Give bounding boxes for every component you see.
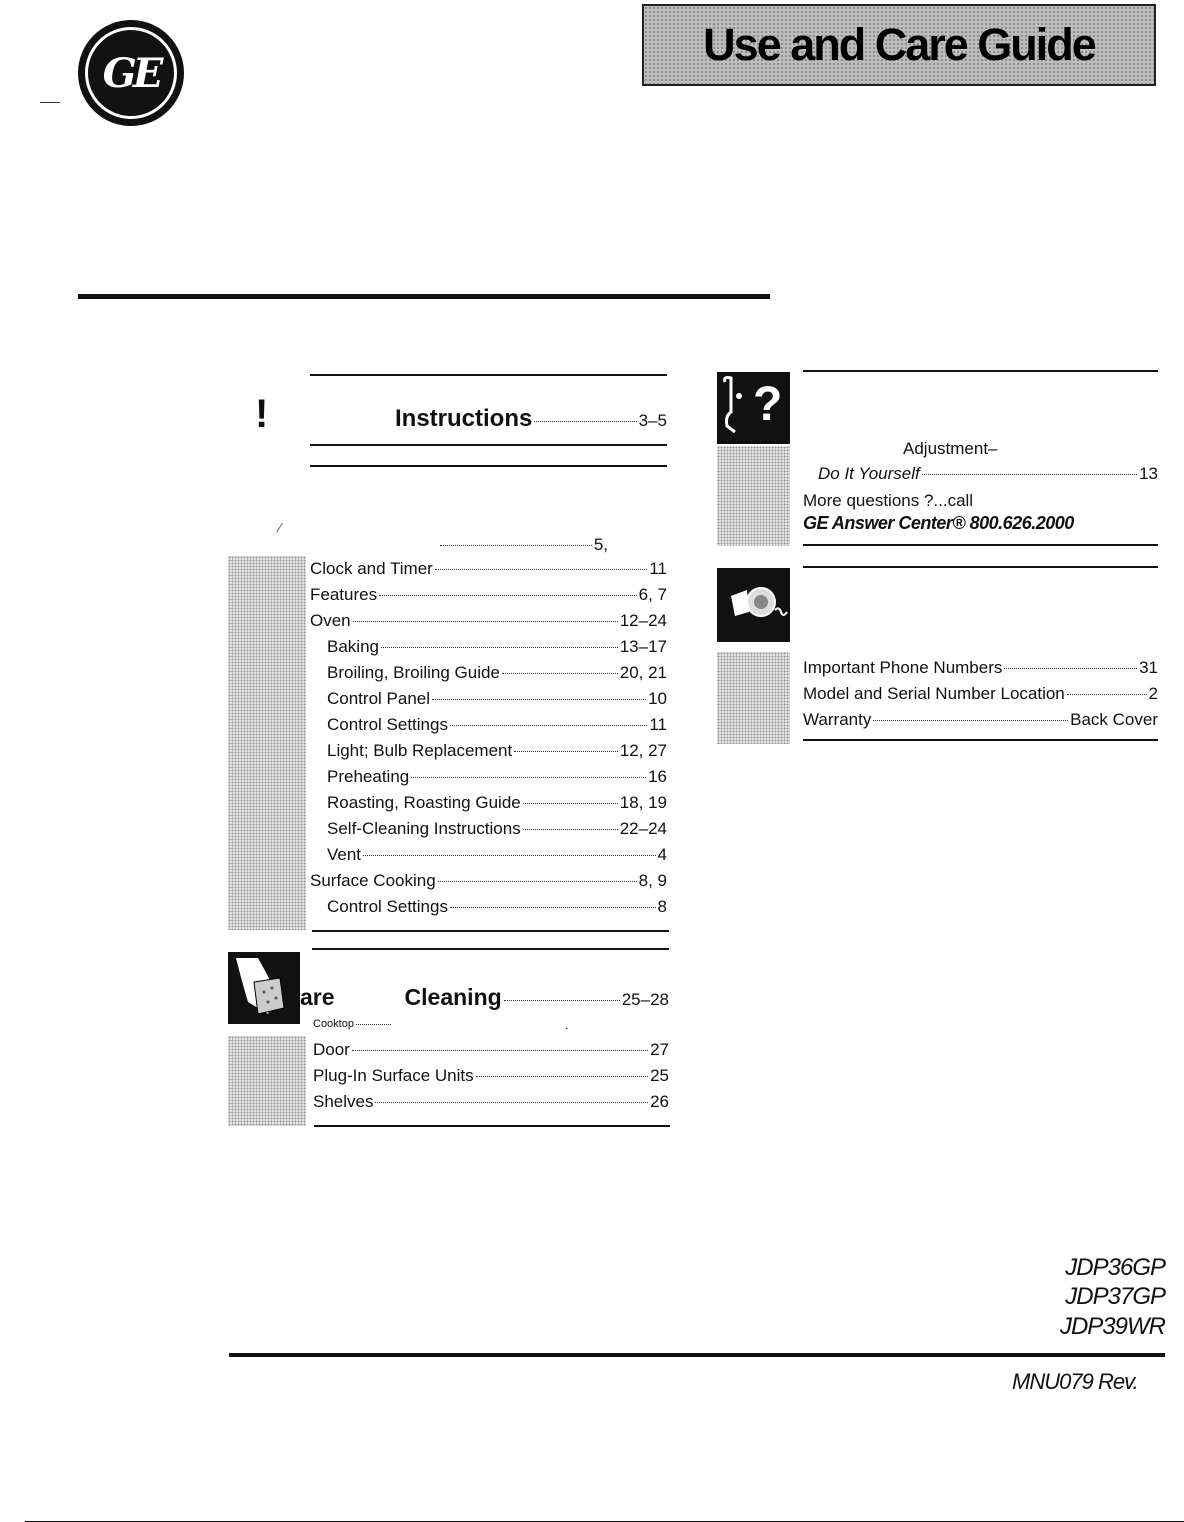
- operating-shaded-panel: [228, 556, 306, 930]
- safety-pages: 3–5: [638, 411, 667, 430]
- care-pages: 25–28: [621, 990, 669, 1009]
- safety-top-rule: [310, 374, 667, 376]
- consumer-toc-list: [803, 655, 1158, 733]
- toc-entry[interactable]: [310, 582, 667, 608]
- problem-adjustment: Adjustment–: [903, 439, 998, 458]
- care-toc-list: [313, 1037, 669, 1115]
- leader-dots: [352, 1050, 648, 1051]
- toc-entry-page: 8, 9: [638, 871, 667, 890]
- toc-entry[interactable]: [803, 655, 1158, 681]
- toc-entry-page: 18, 19: [619, 793, 667, 812]
- leader-dots: [379, 595, 637, 596]
- toc-entry-page: 12, 27: [619, 741, 667, 760]
- answer-center-phone: GE Answer Center® 800.626.2000: [803, 513, 1074, 533]
- toc-entry[interactable]: [313, 1089, 669, 1115]
- toc-entry[interactable]: [310, 816, 667, 842]
- leader-dots: [922, 474, 1137, 475]
- toc-entry[interactable]: [313, 1037, 669, 1063]
- problem-shaded-panel: [717, 446, 790, 546]
- care-cooktop-label: Cooktop: [313, 1018, 354, 1030]
- leader-dots: [363, 855, 655, 856]
- operating-partial-pages: 5,: [593, 535, 608, 554]
- toc-entry[interactable]: [310, 764, 667, 790]
- toc-entry[interactable]: [310, 686, 667, 712]
- toc-entry-label: Plug-In Surface Units: [313, 1066, 474, 1085]
- leader-dots: [502, 673, 618, 674]
- toc-entry-page: 25: [650, 1066, 669, 1085]
- toc-entry-label: Light; Bulb Replacement: [327, 741, 513, 760]
- leader-dots: [432, 699, 646, 700]
- leader-dots: [411, 777, 646, 778]
- consumer-shaded-panel: [717, 652, 790, 744]
- page-title: Use and Care Guide: [703, 19, 1095, 70]
- toc-entry-page: Back Cover: [1070, 710, 1158, 729]
- toc-entry[interactable]: [310, 790, 667, 816]
- toc-entry-label: Preheating: [327, 767, 410, 786]
- model-number: JDP39WR: [1059, 1313, 1165, 1340]
- toc-entry-page: 27: [650, 1040, 669, 1059]
- toc-entry-page: 10: [648, 689, 667, 708]
- leader-dots: [1004, 668, 1137, 669]
- svg-text:?: ?: [753, 378, 783, 431]
- toc-entry[interactable]: [310, 556, 667, 582]
- phone-service-icon: [717, 568, 790, 642]
- toc-entry-label: Door: [313, 1040, 350, 1059]
- toc-entry-page: 2: [1148, 684, 1158, 703]
- care-bottom-rule: [314, 1125, 670, 1127]
- toc-entry[interactable]: [310, 712, 667, 738]
- toc-entry[interactable]: [310, 660, 667, 686]
- toc-entry-label: Model and Serial Number Location: [803, 684, 1065, 703]
- leader-dots: [450, 907, 656, 908]
- leader-dots: [1067, 694, 1147, 695]
- problem-bottom-rule: [803, 544, 1158, 546]
- toc-entry-label: Control Settings: [327, 897, 448, 916]
- manual-code: MNU079: [1012, 1369, 1093, 1394]
- problem-diy-label: Do It Yourself: [818, 464, 920, 483]
- toc-entry[interactable]: [803, 681, 1158, 707]
- toc-entry[interactable]: [310, 608, 667, 634]
- toc-entry[interactable]: [310, 842, 667, 868]
- care-cooktop-row[interactable]: [313, 1018, 393, 1030]
- leader-dots: [523, 803, 618, 804]
- toc-entry-label: Oven: [310, 611, 351, 630]
- toc-entry[interactable]: [310, 894, 667, 920]
- safety-mark: !: [255, 392, 269, 436]
- toc-entry-page: 11: [649, 715, 667, 734]
- leader-dots: [381, 647, 618, 648]
- leader-dots: [504, 1000, 620, 1001]
- problem-top-rule: [803, 370, 1158, 372]
- leader-dots: [873, 720, 1068, 721]
- toc-entry[interactable]: [803, 707, 1158, 733]
- care-heading-row[interactable]: [300, 984, 669, 1013]
- cleaning-sponge-icon: [228, 952, 300, 1024]
- leader-dots: [523, 829, 618, 830]
- toc-entry-page: 6, 7: [638, 585, 667, 604]
- ge-logo: [78, 20, 184, 126]
- leader-dots: [450, 725, 647, 726]
- consumer-top-rule: [803, 566, 1158, 568]
- operating-top-rule: [310, 465, 667, 467]
- toc-entry-label: Surface Cooking: [310, 871, 436, 890]
- leader-dots: [440, 545, 592, 546]
- toc-entry-label: Broiling, Broiling Guide: [327, 663, 500, 682]
- leader-dots: [375, 1102, 648, 1103]
- leader-dots: [353, 621, 618, 622]
- manual-revision: Rev.: [1098, 1369, 1138, 1394]
- toc-entry-label: Self-Cleaning Instructions: [327, 819, 521, 838]
- toc-entry-page: 11: [649, 559, 667, 578]
- model-number: JDP37GP: [1065, 1283, 1165, 1310]
- care-shaded-panel: [228, 1036, 306, 1126]
- problem-diy-row[interactable]: [818, 461, 1158, 487]
- question-face-icon: [717, 372, 790, 444]
- care-heading-left: are: [300, 984, 335, 1010]
- toc-entry-label: Control Settings: [327, 715, 448, 734]
- toc-entry[interactable]: [310, 634, 667, 660]
- toc-entry-page: 20, 21: [619, 663, 667, 682]
- operating-bottom-rule: [312, 930, 669, 932]
- toc-entry-label: Clock and Timer: [310, 559, 433, 578]
- toc-entry-label: Warranty: [803, 710, 872, 729]
- leader-dots: [356, 1024, 391, 1025]
- toc-entry[interactable]: [310, 738, 667, 764]
- operating-toc-list: [310, 556, 667, 920]
- safety-bottom-rule: [310, 444, 667, 446]
- toc-entry-page: 4: [657, 845, 667, 864]
- ge-logo-monogram: GE: [85, 27, 177, 119]
- care-top-rule: [312, 948, 669, 950]
- leader-dots: [476, 1076, 648, 1077]
- toc-entry-page: 12–24: [619, 611, 667, 630]
- toc-entry-label: Roasting, Roasting Guide: [327, 793, 521, 812]
- toc-entry-page: 26: [650, 1092, 669, 1111]
- toc-entry-page: 13–17: [619, 637, 667, 656]
- safety-heading: Instructions: [395, 405, 533, 432]
- toc-entry-page: 31: [1139, 658, 1158, 677]
- model-number: JDP36GP: [1065, 1254, 1165, 1281]
- toc-entry[interactable]: [310, 868, 667, 894]
- toc-entry-page: 16: [648, 767, 667, 786]
- toc-entry-page: 22–24: [619, 819, 667, 838]
- problem-more-questions: More questions ?...call: [803, 491, 974, 510]
- toc-entry-label: Vent: [327, 845, 362, 864]
- toc-entry-label: Baking: [327, 637, 379, 656]
- care-heading-right: Cleaning: [404, 984, 502, 1010]
- leader-dots: [438, 881, 637, 882]
- toc-entry-label: Control Panel: [327, 689, 431, 708]
- safety-heading-row[interactable]: [395, 406, 667, 434]
- header-divider: [78, 294, 770, 299]
- toc-entry-label: Important Phone Numbers: [803, 658, 1003, 677]
- leader-dots: [435, 569, 648, 570]
- margin-mark: [40, 102, 60, 103]
- title-banner: [642, 4, 1156, 86]
- care-cooktop-dot: .: [565, 1018, 569, 1032]
- operating-partial-row: [438, 532, 608, 558]
- problem-diy-page: 13: [1139, 464, 1158, 483]
- footer-rule: [229, 1353, 1165, 1357]
- consumer-bottom-rule: [803, 739, 1158, 741]
- toc-entry-page: 8: [657, 897, 667, 916]
- operating-partial-mark: ⁄: [279, 520, 282, 535]
- toc-entry[interactable]: [313, 1063, 669, 1089]
- toc-entry-label: Shelves: [313, 1092, 374, 1111]
- leader-dots: [534, 421, 636, 422]
- leader-dots: [514, 751, 618, 752]
- toc-entry-label: Features: [310, 585, 378, 604]
